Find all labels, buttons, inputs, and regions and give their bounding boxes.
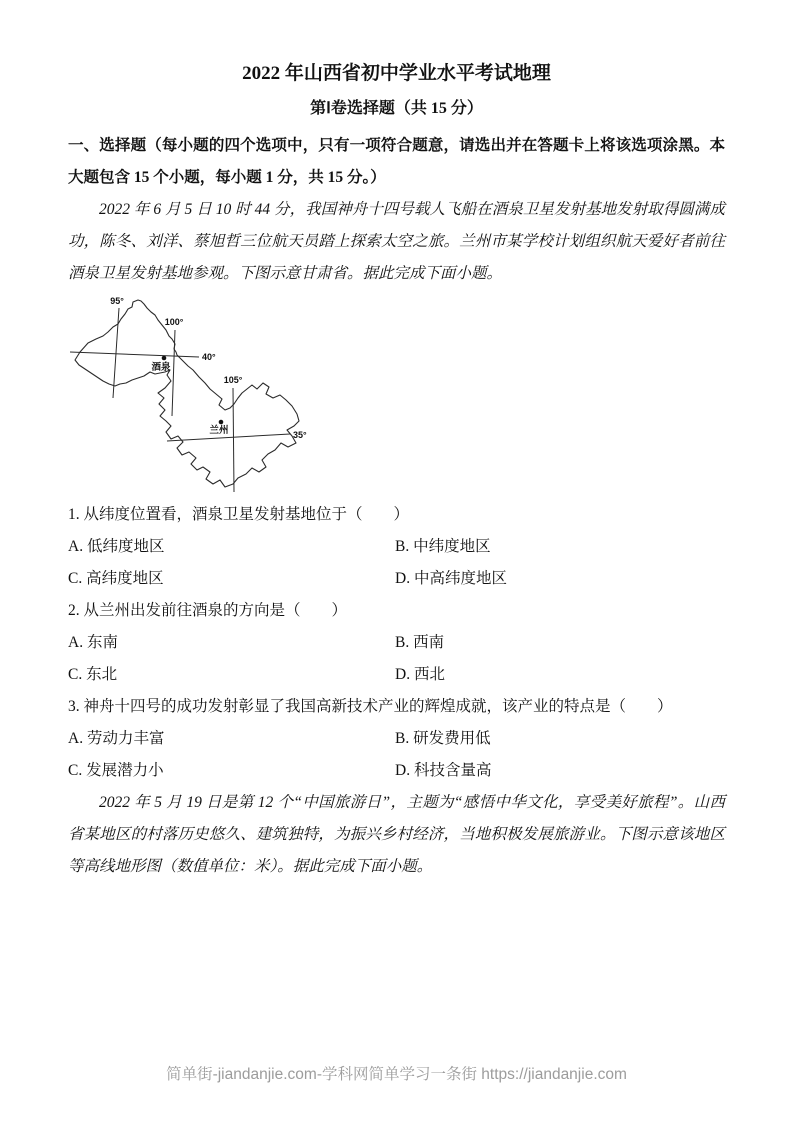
question-3-stem: 3. 神舟十四号的成功发射彰显了我国高新技术产业的辉煌成就，该产业的特点是（ ） bbox=[68, 698, 673, 715]
passage-1: 2022 年 6 月 5 日 10 时 44 分，我国神舟十四号载人飞船在酒泉卫星发射基地发射取得圆满成功，陈冬、刘洋、蔡旭哲三位航天员踏上探索太空之旅。兰州市某学校计划组织航天爱好者前往酒泉卫星发射基地参观。下图示意甘肃省。据此完成下面小题。 bbox=[68, 201, 725, 282]
gansu-province-map bbox=[70, 292, 315, 499]
option-q3-b: B. 研发费用低 bbox=[395, 730, 491, 747]
option-q1-c: C. 高纬度地区 bbox=[68, 570, 164, 587]
meridian-100-label: 100° bbox=[164, 317, 184, 327]
exam-section-title: 第Ⅰ卷选择题（共 15 分） bbox=[310, 100, 483, 117]
question-1 bbox=[68, 499, 725, 595]
question-1-options-row-1 bbox=[68, 531, 725, 563]
question-3-options-row-1 bbox=[68, 723, 725, 755]
question-2 bbox=[68, 595, 725, 691]
jiuquan-city-dot bbox=[162, 356, 167, 361]
question-2-options-row-2 bbox=[68, 659, 725, 691]
lanzhou-city-dot bbox=[219, 420, 224, 425]
meridian-100-line bbox=[172, 330, 175, 416]
option-q2-c: C. 东北 bbox=[68, 666, 118, 683]
option-q3-d: D. 科技含量高 bbox=[395, 762, 492, 779]
option-q1-d: D. 中高纬度地区 bbox=[395, 570, 507, 587]
gansu-map-svg bbox=[70, 292, 315, 499]
option-q1-a: A. 低纬度地区 bbox=[68, 538, 165, 555]
parallel-40-label: 40° bbox=[202, 352, 216, 362]
parallel-40-line bbox=[70, 352, 199, 357]
option-q2-b: B. 西南 bbox=[395, 634, 445, 651]
option-q2-a: A. 东南 bbox=[68, 634, 118, 651]
jiuquan-city-label: 酒泉 bbox=[151, 362, 171, 373]
question-2-options-row-1 bbox=[68, 627, 725, 659]
passage-2: 2022 年 5 月 19 日是第 12 个“中国旅游日”，主题为“感悟中华文化，享受美好旅程”。山西省某地区的村落历史悠久、建筑独特，为振兴乡村经济，当地积极发展旅游业。下图示意该地区等高线地形图（数值单位：米）。据此完成下面小题。 bbox=[68, 794, 725, 875]
question-1-options-row-2 bbox=[68, 563, 725, 595]
meridian-95-label: 95° bbox=[110, 296, 124, 306]
lanzhou-city-label: 兰州 bbox=[209, 425, 229, 436]
question-3 bbox=[68, 691, 725, 787]
question-3-options-row-2 bbox=[68, 755, 725, 787]
parallel-35-label: 35° bbox=[293, 430, 307, 440]
page-title: 2022 年山西省初中学业水平考试地理 bbox=[242, 63, 551, 84]
option-q2-d: D. 西北 bbox=[395, 666, 445, 683]
instructions-text: 一、选择题（每小题的四个选项中，只有一项符合题意，请选出并在答题卡上将该选项涂黑。本大题包含 15 个小题，每小题 1 分，共 15 分。） bbox=[68, 137, 725, 186]
gansu-province-outline bbox=[75, 300, 299, 487]
option-q3-a: A. 劳动力丰富 bbox=[68, 730, 165, 747]
question-2-stem: 2. 从兰州出发前往酒泉的方向是（ ） bbox=[68, 602, 348, 619]
option-q3-c: C. 发展潜力小 bbox=[68, 762, 164, 779]
meridian-105-label: 105° bbox=[223, 375, 243, 385]
question-1-stem: 1. 从纬度位置看，酒泉卫星发射基地位于（ ） bbox=[68, 506, 410, 523]
option-q1-b: B. 中纬度地区 bbox=[395, 538, 491, 555]
footer-watermark: 简单街-jiandanjie.com-学科网简单学习一条街 https://jiandanjie.com bbox=[166, 1066, 627, 1083]
